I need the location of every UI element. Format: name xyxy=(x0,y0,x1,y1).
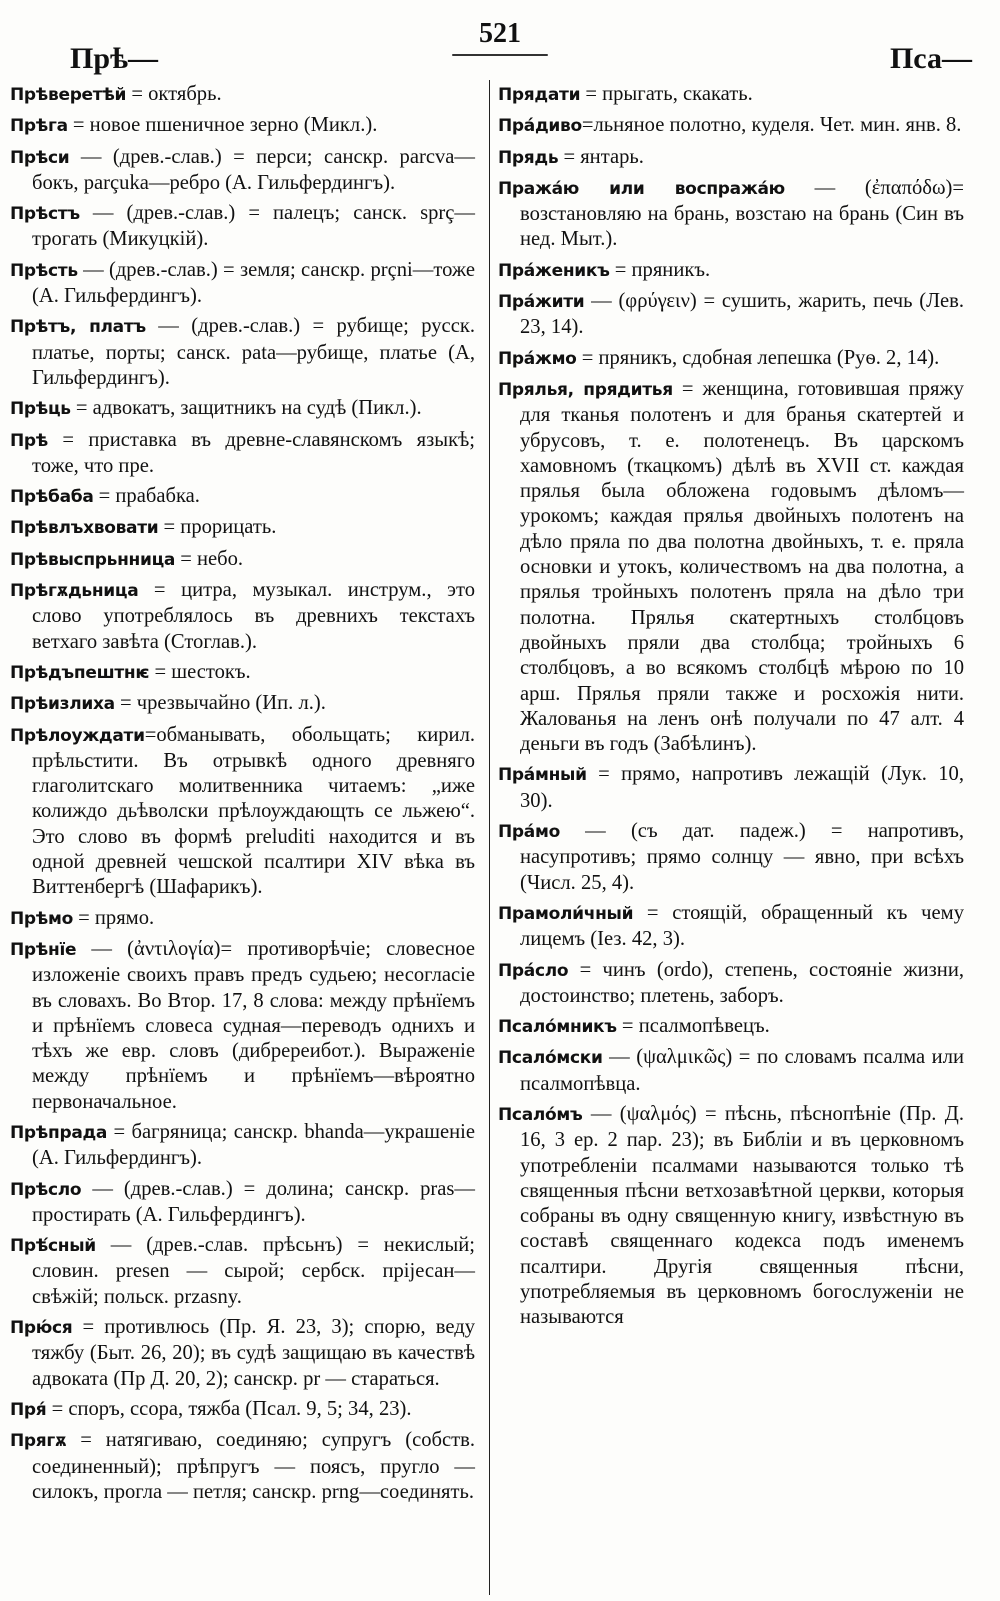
entry-definition: = пряникъ. xyxy=(609,258,711,281)
running-head-left: Прѣ— xyxy=(70,42,159,75)
dictionary-entry xyxy=(10,578,475,655)
entry-definition: — (древ.-слав.) = долина; санскр. pras—простирать (А. Гильфердингъ). xyxy=(32,1177,475,1226)
dictionary-entry xyxy=(498,113,964,139)
entry-headword: Прѣ́сный xyxy=(10,1236,96,1257)
dictionary-entry xyxy=(10,691,475,717)
dictionary-entry xyxy=(10,258,475,310)
entry-definition: = прямо. xyxy=(72,906,155,929)
entry-headword: Пра́жити xyxy=(498,292,585,313)
entry-definition: =льняное полотно, куделя. Чет. мин. янв. 8. xyxy=(581,114,962,137)
dictionary-entry xyxy=(498,346,964,372)
entry-definition: = противлюсь (Пр. Я. 23, 3); спорю, веду тяжбу (Быт. 26, 20); въ судѣ защищаю въ качествѣ адвоката (Пр Д. 20, 2); санскр. pr — стараться. xyxy=(32,1316,475,1390)
dictionary-entry xyxy=(10,396,475,422)
entry-headword: Пра́сло xyxy=(498,960,569,981)
dictionary-entry xyxy=(498,958,964,1010)
entry-headword: Прѣвлъхвовати xyxy=(10,518,159,539)
page-number-rule xyxy=(452,54,548,56)
entry-definition: — (ἐπαπόδω)= возстановляю на брань, возстаю на брань (Син въ нед. Мыт.). xyxy=(520,176,965,251)
dictionary-entry xyxy=(498,258,964,284)
entry-definition: = багряница; санскр. bhanda—украшеніе (А. Гильфердингъ). xyxy=(32,1120,475,1170)
entry-definition: = небо. xyxy=(175,547,244,570)
entry-headword: Прѣси xyxy=(10,147,70,168)
entry-definition: =обманывать, обольщать; кирил. прѣльстити. Въ отрывкѣ одного древняго глаголитскаго молитвенника читаемъ: „иже колиждо дьѣволски прѣлоуждающть се льжею“. Это слово въ формѣ preluditi находится и въ одной древней чешской псалтири XIV вѣка въ Виттенбергѣ (Шафарикъ). xyxy=(32,723,475,899)
dictionary-entry xyxy=(498,289,964,341)
entry-headword: Прядати xyxy=(498,85,581,105)
entry-definition: — (древ.-слав.) = земля; санскр. prçni—тоже (А. Гильфердингъ). xyxy=(32,258,475,308)
entry-headword: Прѣсть xyxy=(10,260,78,281)
dictionary-entry xyxy=(498,901,964,953)
entry-definition: = пряникъ, сдобная лепешка (Руѳ. 2, 14). xyxy=(576,346,940,369)
entry-definition: = приставка въ древне-славянскомъ языкѣ; тоже, что пре. xyxy=(32,428,475,477)
dictionary-entry xyxy=(498,377,964,757)
entry-headword: Пра́мо xyxy=(498,822,560,843)
entry-headword: Псало́мски xyxy=(498,1048,603,1069)
entry-definition: = чрезвычайно (Ип. л.). xyxy=(114,692,326,715)
entry-headword: Прядь xyxy=(498,147,559,168)
entry-headword: Прѣсло xyxy=(10,1179,82,1200)
entry-definition: = женщина, готовившая пряжу для тканья полотенъ и для бранья скатертей и убрусовъ, т. е. полотенецъ. Въ царскомъ хамовномъ (ткацкомъ) дѣлѣ въ XVII ст. каждая прялья была обложена годовымъ дѣломъ—урокомъ; каждая прялья двойныхъ полотенъ на дѣло пряла по два полотна двойныхъ, т. е. пряла основки и утокъ, количествомъ на два полотна, а прялья тройныхъ полотенъ пряла на дѣло три полотна. Прялья скатертныхъ столбцовъ двойныхъ пряли два столбца; тройныхъ 6 столбцовъ, а во всякомъ столбцѣ мѣрою по 10 арш. Прялья пряли также и росхожія нити. Жалованья на ленъ онѣ получали по 47 алт. 4 деньги въ годъ (Забѣлинъ). xyxy=(520,377,964,756)
entry-headword: Пража́ю или воспража́ю xyxy=(498,178,785,199)
entry-headword: Псало́мъ xyxy=(498,1104,583,1125)
dictionary-entry xyxy=(10,547,475,573)
entry-definition: = натягиваю, соединяю; супругъ (собств. соединенный); прѣпругъ — поясъ, пругло — силокъ, прогла — петля; санскр. prng—соединять. xyxy=(32,1429,475,1503)
entry-definition: — (древ.-слав.) = палецъ; санск. sprç—трогать (Микуцкій). xyxy=(32,202,475,251)
entry-definition: — (древ.-слав.) = перси; санскр. parcva—бокъ, parçuka—ребро (А. Гильфердингъ). xyxy=(32,145,475,194)
entry-headword: Пра́женикъ xyxy=(498,260,610,281)
dictionary-entry xyxy=(10,660,475,686)
dictionary-entry xyxy=(498,1102,964,1331)
entry-headword: Прѣизлиха xyxy=(10,694,115,715)
dictionary-entry xyxy=(10,1233,475,1310)
entry-definition: = янтарь. xyxy=(558,145,644,168)
entry-headword: Прялья, прядитья xyxy=(498,379,673,400)
dictionary-entry xyxy=(10,113,475,139)
entry-headword: Прѣ xyxy=(10,430,49,451)
entry-headword: Прѣверетѣй xyxy=(10,85,127,105)
dictionary-entry xyxy=(10,484,475,510)
entry-definition: = прорицать. xyxy=(158,516,277,539)
dictionary-entry xyxy=(498,82,964,108)
entry-headword: Прѣлоуждати xyxy=(10,725,145,746)
entry-definition: = октябрь. xyxy=(126,83,222,105)
dictionary-entry xyxy=(10,1428,475,1505)
column-divider xyxy=(489,80,490,1595)
entry-definition: = цитра, музыкал. инструм., это слово употреблялось въ древнихъ текстахъ ветхаго завѣта (Стоглав.). xyxy=(32,579,475,653)
entry-headword: Пра́жмо xyxy=(498,348,577,369)
entry-headword: Прамоли́чный xyxy=(498,903,634,924)
entry-headword: Пра́дивο xyxy=(498,116,582,137)
entry-headword: Прю́ся xyxy=(10,1318,73,1339)
dictionary-entry xyxy=(10,723,475,901)
entry-headword: Прѣтъ, платъ xyxy=(10,317,146,338)
entry-definition: = прыгать, скакать. xyxy=(580,83,753,105)
dictionary-entry xyxy=(10,82,475,108)
entry-headword: Пра́мный xyxy=(498,765,587,786)
entry-headword: Прѣдъпештнѥ xyxy=(10,662,150,683)
entry-definition: — (древ.-слав.) = рубище; русск. платье, порты; санск. pata—рубище, платье (А, Гильфердингъ). xyxy=(32,315,475,389)
entry-definition: = споръ, ссора, тяжба (Псал. 9, 5; 34, 23). xyxy=(46,1397,412,1420)
entry-headword: Прѣга xyxy=(10,116,68,137)
entry-definition: = стоящій, обращенный къ чему лицемъ (Iез. 42, 3). xyxy=(520,901,964,951)
dictionary-entry xyxy=(10,515,475,541)
dictionary-entry xyxy=(10,937,475,1115)
entry-headword: Прѣпрада xyxy=(10,1122,108,1143)
dictionary-entry xyxy=(10,1120,475,1172)
dictionary-entry xyxy=(498,819,964,896)
entry-definition: — (древ.-слав. прѣсьнъ) = некислый; словин. presen — сырой; сербск. прijесан—свѣжій; польск. przasny. xyxy=(32,1234,475,1308)
entry-definition: — (съ дат. падеж.) = напротивъ, насупротивъ; прямо солнцу — явно, при всѣхъ (Числ. 25, 4). xyxy=(520,820,964,894)
dictionary-entry xyxy=(498,145,964,171)
entry-headword: Прѣнїе xyxy=(10,939,77,960)
entry-headword: Пря́ xyxy=(10,1399,47,1420)
dictionary-entry xyxy=(498,176,964,253)
entry-headword: Прѣгѫдьница xyxy=(10,581,139,602)
entry-definition: = адвокатъ, защитникъ на судѣ (Пикл.). xyxy=(70,397,422,420)
entry-definition: = прабабка. xyxy=(93,485,200,508)
entry-headword: Прягѫ xyxy=(10,1431,67,1452)
entry-headword: Прѣць xyxy=(10,399,71,420)
dictionary-entry xyxy=(10,201,475,253)
right-column xyxy=(498,82,964,1336)
entry-definition: = чинъ (ordo), степень, состояніе жизни, достоинство; плетень, заборъ. xyxy=(520,958,964,1007)
running-head-right: Пса— xyxy=(889,42,972,75)
dictionary-entry xyxy=(10,906,475,932)
dictionary-entry xyxy=(10,1397,475,1423)
dictionary-entry xyxy=(10,314,475,391)
dictionary-entry xyxy=(10,428,475,480)
entry-headword: Прѣбаба xyxy=(10,487,94,508)
dictionary-entry xyxy=(10,1315,475,1392)
dictionary-entry xyxy=(498,1045,964,1097)
entry-headword: Прѣвыспрьнница xyxy=(10,549,176,570)
dictionary-entry xyxy=(10,1177,475,1229)
entry-headword: Псало́мникъ xyxy=(498,1017,617,1038)
dictionary-entry xyxy=(10,145,475,197)
entry-definition: — (ἀντιλογία)= противорѣчіе; словесное изложеніе своихъ правъ предъ судьею; несогласіе въ словахъ. Во Втор. 17, 8 слова: между прѣнїемъ и прѣнїемъ словеса судная—переводъ однихъ и тѣхъ же евр. словъ (дибререибот.). Выраженіе между прѣнїемъ и прѣнїемъ—вѣроятно первоначальное. xyxy=(32,937,475,1113)
entry-definition: — (φρύγειν) = сушить, жарить, печь (Лев. 23, 14). xyxy=(520,290,964,339)
entry-definition: = прямо, напротивъ лежащій (Лук. 10, 30). xyxy=(520,763,964,812)
entry-definition: — (ψαλμός) = пѣснь, пѣснопѣніе (Пр. Д. 16, 3 ер. 2 пар. 23); въ Библіи и въ церковномъ употребленіи псалмами называются только тѣ священныя пѣсни ветхозавѣтной церкви, которыя собраны въ одну священную книгу, извѣстную въ составѣ священнаго кодекса подъ именемъ псалтири. Другія священныя пѣсни, употребляемыя въ церковномъ богослуженіи не называются xyxy=(520,1102,964,1329)
entry-definition: = псалмопѣвецъ. xyxy=(616,1015,770,1038)
dictionary-entry xyxy=(498,1014,964,1040)
entry-definition: — (ψαλμικῶς) = по словамъ псалма или псалмопѣвца. xyxy=(520,1046,964,1095)
entry-definition: = новое пшеничное зерно (Микл.). xyxy=(67,114,378,137)
entry-definition: = шестокъ. xyxy=(149,660,251,683)
left-column xyxy=(10,82,475,1510)
entry-headword: Прѣмо xyxy=(10,908,73,929)
page-number: 521 xyxy=(479,18,521,49)
dictionary-entry xyxy=(498,762,964,814)
entry-headword: Прѣстъ xyxy=(10,204,80,225)
